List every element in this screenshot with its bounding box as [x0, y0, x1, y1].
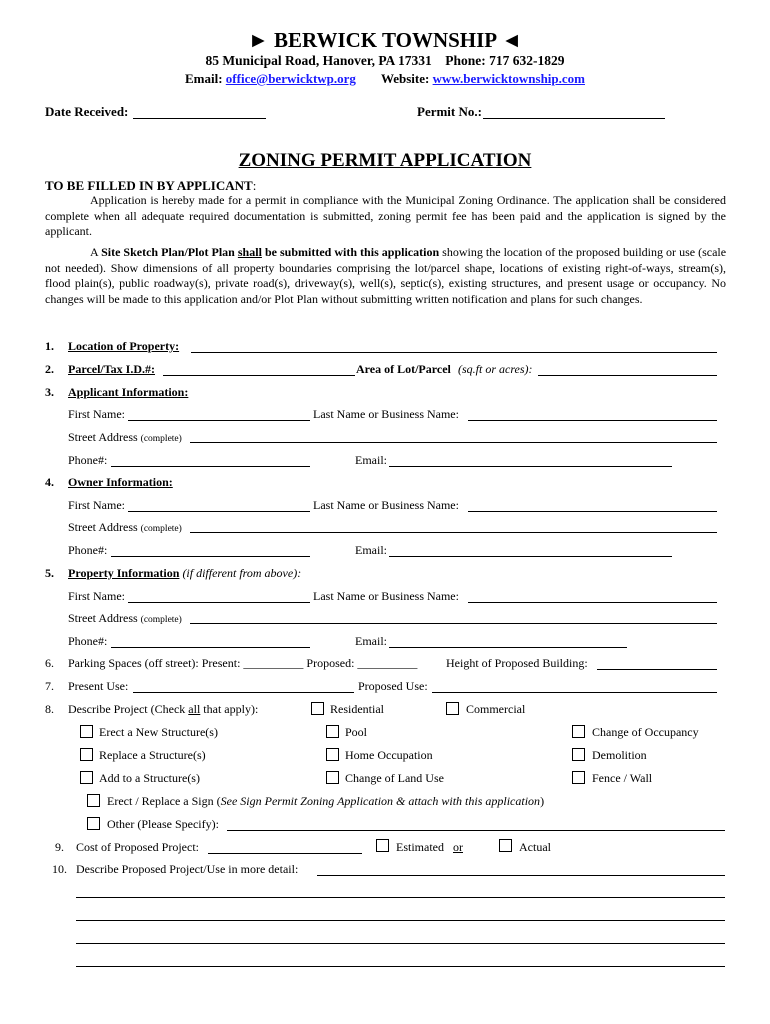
- height-field[interactable]: [597, 669, 717, 670]
- location-label: Location of Property:: [68, 339, 180, 353]
- item-5-number: 5.: [45, 566, 54, 580]
- erect-new-checkbox[interactable]: [80, 725, 93, 738]
- street-hint: (complete): [140, 434, 182, 444]
- proposed-use-label: Proposed Use:: [358, 679, 428, 693]
- erect-new-label: Erect a New Structure(s): [99, 725, 218, 739]
- other-checkbox[interactable]: [87, 817, 100, 830]
- owner-email-field[interactable]: [389, 556, 672, 557]
- website-link[interactable]: www.berwicktownship.com: [432, 71, 585, 86]
- property-email-field[interactable]: [389, 647, 627, 648]
- describe-detail-field-4[interactable]: [76, 943, 725, 944]
- cost-field[interactable]: [208, 853, 362, 854]
- p2-bold2: be submitted with this application: [264, 245, 440, 259]
- replace-label: Replace a Structure(s): [99, 748, 206, 762]
- change-land-checkbox[interactable]: [326, 771, 339, 784]
- location-field[interactable]: [191, 352, 717, 353]
- applicant-last-name-label: Last Name or Business Name:: [313, 407, 459, 421]
- applicant-first-name-field[interactable]: [128, 420, 310, 421]
- p2-bold1: Site Sketch Plan/Plot Plan: [101, 245, 235, 259]
- item-4-number: 4.: [45, 475, 54, 489]
- change-occupancy-checkbox[interactable]: [572, 725, 585, 738]
- item-9-number: 9.: [55, 840, 64, 854]
- item-3-number: 3.: [45, 385, 54, 399]
- item-1-number: 1.: [45, 339, 54, 353]
- address-text: 85 Municipal Road, Hanover, PA 17331: [205, 53, 432, 68]
- erect-sign-label: [107, 794, 544, 809]
- cost-label: Cost of Proposed Project:: [76, 840, 199, 854]
- applicant-last-name-field[interactable]: [468, 420, 717, 421]
- property-phone-label: Phone#:: [68, 634, 108, 648]
- area-hint: (sq.ft or acres):: [458, 362, 533, 376]
- site-plan-paragraph: [45, 245, 726, 307]
- street-hint: (complete): [140, 524, 182, 534]
- item-6-number: 6.: [45, 656, 54, 670]
- parcel-field[interactable]: [163, 375, 355, 376]
- commercial-checkbox[interactable]: [446, 702, 459, 715]
- intro-paragraph: Application is hereby made for a permit in compliance with the Municipal Zoning Ordinance. The application shall be considered complete when all adequate required documentation is submitted, zoning permit fee has been paid and the application is signed by the applicant.: [45, 193, 726, 238]
- email-link[interactable]: office@berwicktwp.org: [225, 71, 356, 86]
- residential-label: Residential: [330, 702, 384, 716]
- township-address: [0, 53, 770, 69]
- township-contact: [0, 71, 770, 87]
- parcel-label: Parcel/Tax I.D.#:: [68, 362, 155, 376]
- applicant-street-field[interactable]: [190, 442, 717, 443]
- item-2-number: 2.: [45, 362, 54, 376]
- owner-phone-label: Phone#:: [68, 543, 108, 557]
- demolition-label: Demolition: [592, 748, 647, 762]
- actual-checkbox[interactable]: [499, 839, 512, 852]
- replace-checkbox[interactable]: [80, 748, 93, 761]
- erect-sign-checkbox[interactable]: [87, 794, 100, 807]
- pool-checkbox[interactable]: [326, 725, 339, 738]
- date-received-label: Date Received:: [45, 104, 129, 119]
- present-use-label: Present Use:: [68, 679, 129, 693]
- property-info-label: Property Information: [68, 566, 180, 580]
- p2-lead: A: [90, 245, 99, 259]
- owner-street-field[interactable]: [190, 532, 717, 533]
- other-label: Other (Please Specify):: [107, 817, 219, 831]
- describe-detail-label: Describe Proposed Project/Use in more detail:: [76, 862, 299, 876]
- item-8-number: 8.: [45, 702, 54, 716]
- property-first-name-field[interactable]: [128, 602, 310, 603]
- actual-label: Actual: [519, 840, 551, 854]
- applicant-first-name-label: First Name:: [68, 407, 125, 421]
- website-label: Website:: [380, 71, 430, 86]
- add-to-label: Add to a Structure(s): [99, 771, 200, 785]
- applicant-email-label: Email:: [355, 453, 387, 467]
- other-field[interactable]: [227, 830, 725, 831]
- applicant-street-label: [68, 430, 182, 445]
- describe-detail-field-2[interactable]: [76, 897, 725, 898]
- describe-detail-field-3[interactable]: [76, 920, 725, 921]
- permit-no-field[interactable]: [483, 118, 665, 119]
- owner-phone-field[interactable]: [111, 556, 310, 557]
- describe-detail-field-1[interactable]: [317, 875, 725, 876]
- height-label: Height of Proposed Building:: [446, 656, 588, 670]
- property-email-label: Email:: [355, 634, 387, 648]
- demolition-checkbox[interactable]: [572, 748, 585, 761]
- change-occupancy-label: Change of Occupancy: [592, 725, 699, 739]
- property-first-name-label: First Name:: [68, 589, 125, 603]
- owner-last-name-label: Last Name or Business Name:: [313, 498, 459, 512]
- owner-street-label: [68, 520, 182, 535]
- describe-a: Describe Project (Check: [68, 702, 186, 716]
- applicant-heading: [45, 178, 256, 194]
- describe-b: that apply):: [203, 702, 259, 716]
- pool-label: Pool: [345, 725, 368, 739]
- property-info-hint: (if different from above):: [182, 566, 302, 580]
- email-label: Email:: [184, 71, 223, 86]
- item-10-number: 10.: [52, 862, 67, 876]
- or-label: or: [453, 840, 463, 854]
- owner-email-label: Email:: [355, 543, 387, 557]
- erect-sign-text: Erect / Replace a Sign (: [107, 794, 221, 808]
- fence-label: Fence / Wall: [592, 771, 653, 785]
- residential-checkbox[interactable]: [311, 702, 324, 715]
- township-title: ► BERWICK TOWNSHIP ◄: [247, 28, 523, 52]
- change-land-label: Change of Land Use: [345, 771, 444, 785]
- property-last-name-label: Last Name or Business Name:: [313, 589, 459, 603]
- commercial-label: Commercial: [466, 702, 526, 716]
- street-label-text: Street Address: [68, 430, 138, 444]
- owner-first-name-label: First Name:: [68, 498, 125, 512]
- proposed-use-field[interactable]: [432, 692, 717, 693]
- applicant-heading-text: TO BE FILLED IN BY APPLICANT: [45, 178, 253, 193]
- present-use-field[interactable]: [133, 692, 354, 693]
- street-hint: (complete): [140, 615, 182, 625]
- parking-label: Parking Spaces (off street): Present: __________ Proposed: __________: [68, 656, 418, 670]
- p2-rest: showing the location of the proposed building or use (scale not needed). Show dimensions of all property boundaries comprising the lot/parcel shape, locations of existing right-of-ways, stream(s), flood plain(s), public roadway(s), private road(s), driveway(s), well(s), septic(s), existing structures, and present usage or occupancy. No changes will be made to this application and/or Plot Plan without submitting written notification and plans for such changes.: [45, 245, 727, 306]
- permit-no-label: Permit No.:: [417, 104, 482, 119]
- area-field[interactable]: [538, 375, 717, 376]
- home-occupation-checkbox[interactable]: [326, 748, 339, 761]
- home-occupation-label: Home Occupation: [345, 748, 433, 762]
- owner-info-label: Owner Information:: [68, 475, 173, 489]
- estimated-checkbox[interactable]: [376, 839, 389, 852]
- street-label-text: Street Address: [68, 611, 138, 625]
- street-label-text: Street Address: [68, 520, 138, 534]
- item-7-number: 7.: [45, 679, 54, 693]
- applicant-phone-field[interactable]: [111, 466, 310, 467]
- property-street-label: [68, 611, 182, 626]
- describe-detail-field-5[interactable]: [76, 966, 725, 967]
- fence-checkbox[interactable]: [572, 771, 585, 784]
- describe-project-label: [68, 702, 258, 717]
- applicant-heading-colon: :: [252, 178, 257, 193]
- describe-all: all: [188, 702, 201, 716]
- applicant-email-field[interactable]: [389, 466, 672, 467]
- p2-shall: shall: [237, 245, 262, 259]
- applicant-info-label: Applicant Information:: [68, 385, 189, 399]
- add-to-checkbox[interactable]: [80, 771, 93, 784]
- owner-first-name-field[interactable]: [128, 511, 310, 512]
- date-received-field[interactable]: [133, 118, 266, 119]
- applicant-phone-label: Phone#:: [68, 453, 108, 467]
- form-title: ZONING PERMIT APPLICATION: [238, 150, 532, 171]
- property-info-heading: [68, 566, 301, 581]
- property-last-name-field[interactable]: [468, 602, 717, 603]
- erect-sign-note: See Sign Permit Zoning Application & attach with this application: [220, 794, 541, 808]
- erect-sign-end: ): [540, 794, 545, 808]
- property-phone-field[interactable]: [111, 647, 310, 648]
- owner-last-name-field[interactable]: [468, 511, 717, 512]
- estimated-label: Estimated: [396, 840, 444, 854]
- area-label: Area of Lot/Parcel: [356, 362, 451, 376]
- property-street-field[interactable]: [190, 623, 717, 624]
- phone-text: Phone: 717 632-1829: [445, 53, 565, 68]
